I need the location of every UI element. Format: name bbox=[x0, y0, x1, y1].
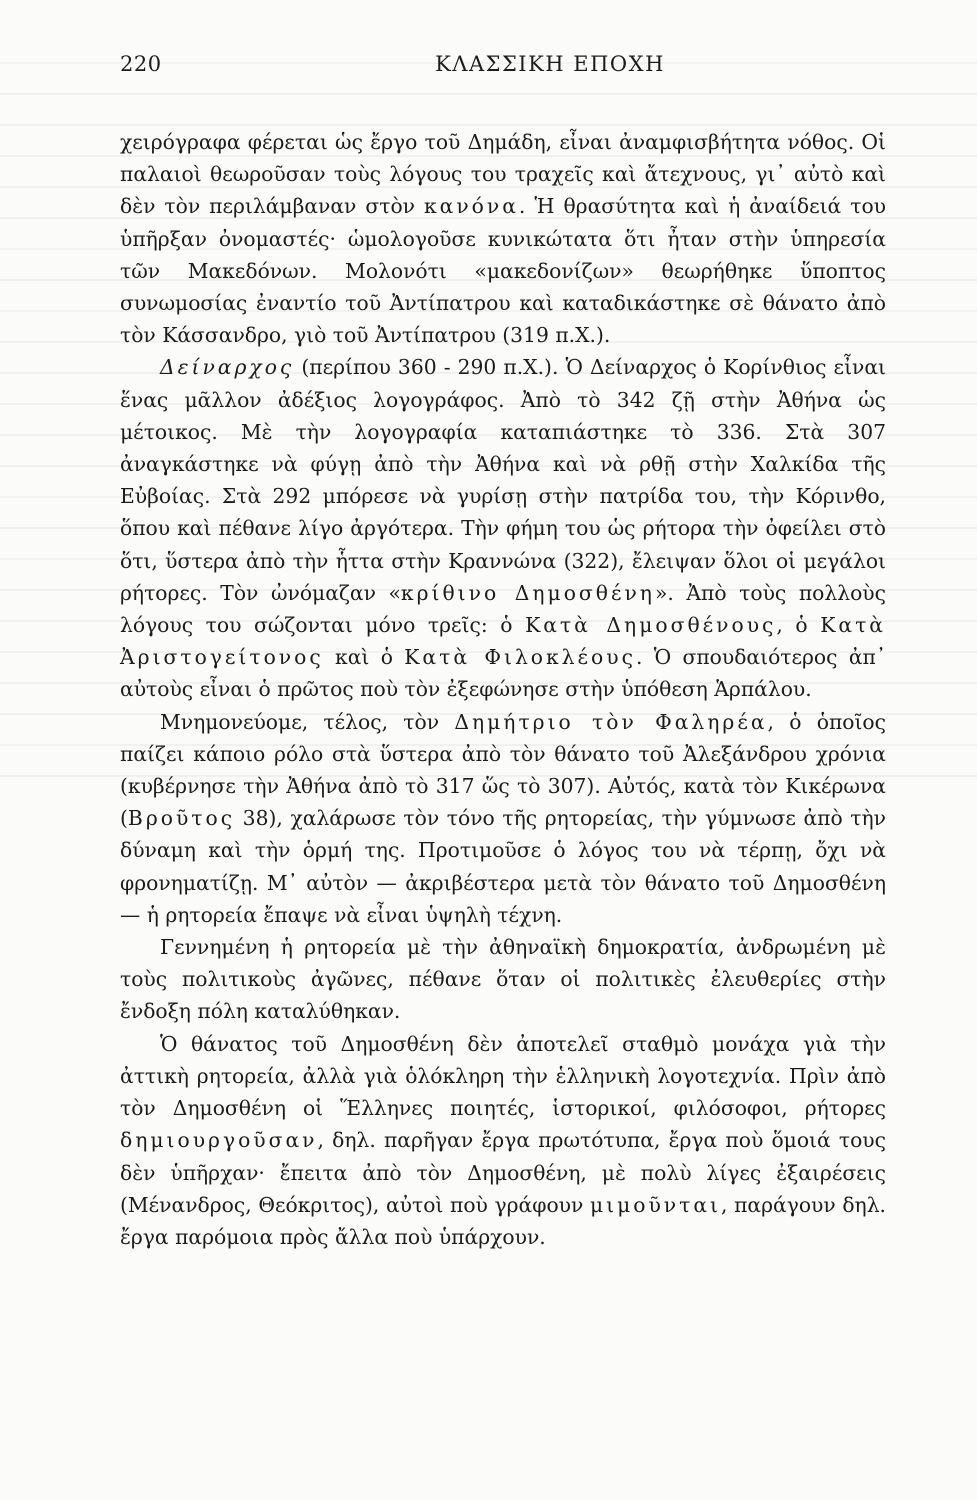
spaced-term: δημιουργοῦσαν bbox=[120, 1128, 318, 1153]
text-run: Μνημονεύομε, τέλος, τὸν bbox=[160, 709, 455, 734]
running-head: ΚΛΑΣΣΙΚΗ ΕΠΟΧΗ bbox=[435, 52, 665, 76]
spaced-term: κανόνα bbox=[423, 194, 519, 219]
paragraph-demades bbox=[120, 126, 886, 351]
spaced-term: Βροῦτος bbox=[127, 806, 236, 831]
text-run: Ὁ θάνατος τοῦ Δημοσθένη δὲν ἀποτελεῖ σταθμὸ μονάχα γιὰ τὴν ἀττικὴ ρητορεία, ἀλλὰ γιὰ ὁλόκληρη τὴν ἑλληνικὴ λογοτεχνία. Πρὶν ἀπὸ τὸν Δημοσθένη οἱ Ἕλληνες ποιητές, ἱστορικοί, φιλόσοφοι, ρήτορες bbox=[120, 1031, 886, 1121]
text-run: . Ὁ σπουδαιότερος ἀπ᾽ αὐτοὺς εἶναι ὁ πρῶτος ποὺ τὸν ἐξεφώνησε στὴν ὑπόθεση Ἁρπάλου. bbox=[120, 645, 887, 702]
text-run: , παράγουν δηλ. ἔργα παρόμοια πρὸς ἄλλα ποὺ ὑπάρχουν. bbox=[120, 1192, 886, 1249]
paragraph-demetrius bbox=[120, 706, 886, 931]
spaced-term: Κατὰ Ἀριστογείτονος bbox=[120, 613, 886, 670]
text-run: 38), χαλάρωσε τὸν τόνο τῆς ρητορείας, τὴν γύμνωσε ἀπὸ τὴν δύναμη καὶ τὴν ὁρμή της. Προτιμοῦσε ὁ λόγος του νὰ τέρπῃ, ὄχι νὰ φρονηματίζῃ. Μ᾽ αὐτὸν — ἀκριβέστερα μετὰ τὸν θάνατο τοῦ Δημοσθένη — ἡ ρητορεία ἔπαψε νὰ εἶναι ὑψηλὴ τέχνη. bbox=[120, 806, 886, 927]
spaced-term: μιμοῦνται bbox=[589, 1192, 721, 1217]
spaced-term: Κατὰ Φιλοκλέους bbox=[404, 645, 636, 670]
section-term: Δείναρχος bbox=[160, 355, 295, 380]
text-run: καὶ ὁ bbox=[323, 645, 405, 670]
text-run: , ὁ bbox=[776, 613, 821, 638]
text-run: χειρόγραφα φέρεται ὡς ἔργο τοῦ Δημάδη, εἶναι ἀναμφισβήτητα νόθος. Οἱ παλαιοὶ θεωροῦσαν τοὺς λόγους του τραχεῖς καὶ ἄτεχνους, γι᾽ αὐτὸ καὶ δὲν τὸν περιλάμβαναν στὸν bbox=[120, 130, 886, 219]
paragraph-deinarchus bbox=[120, 351, 886, 705]
paragraph-demosthenes-death bbox=[120, 1028, 886, 1253]
text-run: . Ἡ θρασύτητα καὶ ἡ ἀναίδειά του ὑπῆρξαν ὀνομαστές· ὡμολογοῦσε κυνικώτατα ὅτι ἦταν στὴν ὑπηρεσία τῶν Μακεδόνων. Μολονότι «μακεδονίζων» θεωρήθηκε ὕποπτος συνωμοσίας ἐναντίο τοῦ Ἀντίπατρου καὶ καταδικάστηκε σὲ θάνατο ἀπὸ τὸν Κάσσανδρο, γιὸ τοῦ Ἀντίπατρου (319 π.Χ.). bbox=[120, 194, 887, 348]
body-text bbox=[120, 126, 886, 1253]
paragraph-rhetoric-death bbox=[120, 931, 886, 1028]
text-run: ». Ἀπὸ τοὺς πολλοὺς λόγους του σώζονται μόνο τρεῖς: ὁ bbox=[120, 580, 886, 638]
text-run: Γεννημένη ἡ ρητορεία μὲ τὴν ἀθηναϊκὴ δημοκρατία, ἀνδρωμένη μὲ τοὺς πολιτικοὺς ἀγῶνες, πέθανε ὅταν οἱ πολιτικὲς ἐλευθερίες στὴν ἔνδοξη πόλη καταλύθηκαν. bbox=[120, 935, 886, 1024]
spaced-term: κρίθινο Δημοσθένη bbox=[400, 580, 655, 605]
text-run: (περίπου 360 - 290 π.Χ.). Ὁ Δείναρχος ὁ Κορίνθιος εἶναι ἕνας μᾶλλον ἀδέξιος λογογράφος. Ἀπὸ τὸ 342 ζῇ στὴν Ἀθήνα ὡς μέτοικος. Μὲ τὴν λογογραφία καταπιάστηκε τὸ 336. Στὰ 307 ἀναγκάστηκε νὰ φύγῃ ἀπὸ τὴν Ἀθήνα καὶ νὰ ρθῇ στὴν Χαλκίδα τῆς Εὐβοίας. Στὰ 292 μπόρεσε νὰ γυρίσῃ στὴν πατρίδα του, τὴν Κόρινθο, ὅπου καὶ πέθανε λίγο ἀργότερα. Τὴν φήμη του ὡς ρήτορα τὴν ὀφείλει στὸ ὅτι, ὕστερα ἀπὸ τὴν ἧττα στὴν Κραννώνα (322), ἔλειψαν ὅλοι οἱ μεγάλοι ρήτορες. Τὸν ὠνόμαζαν « bbox=[120, 355, 886, 605]
spaced-term: Δημήτριο τὸν Φαληρέα bbox=[454, 709, 768, 734]
page-number: 220 bbox=[120, 52, 162, 76]
text-run: , ὁ ὁποῖος παίζει κάποιο ρόλο στὰ ὕστερα ἀπὸ τὸν θάνατο τοῦ Ἀλεξάνδρου χρόνια (κυβέρνησε τὴν Ἀθήνα ἀπὸ τὸ 317 ὥς τὸ 307). Αὐτός, κατὰ τὸν Κικέρωνα ( bbox=[120, 709, 887, 831]
text-run: , δηλ. παρῆγαν ἔργα πρωτότυπα, ἔργα ποὺ ὅμοιά τους δὲν ὑπῆρχαν· ἔπειτα ἀπὸ τὸν Δημοσθένη, μὲ πολὺ λίγες ἐξαιρέσεις (Μένανδρος, Θεόκριτος), αὐτοὶ ποὺ γράφουν bbox=[120, 1128, 886, 1217]
page-header bbox=[120, 52, 887, 82]
spaced-term: Κατὰ Δημοσθένους bbox=[525, 613, 777, 638]
